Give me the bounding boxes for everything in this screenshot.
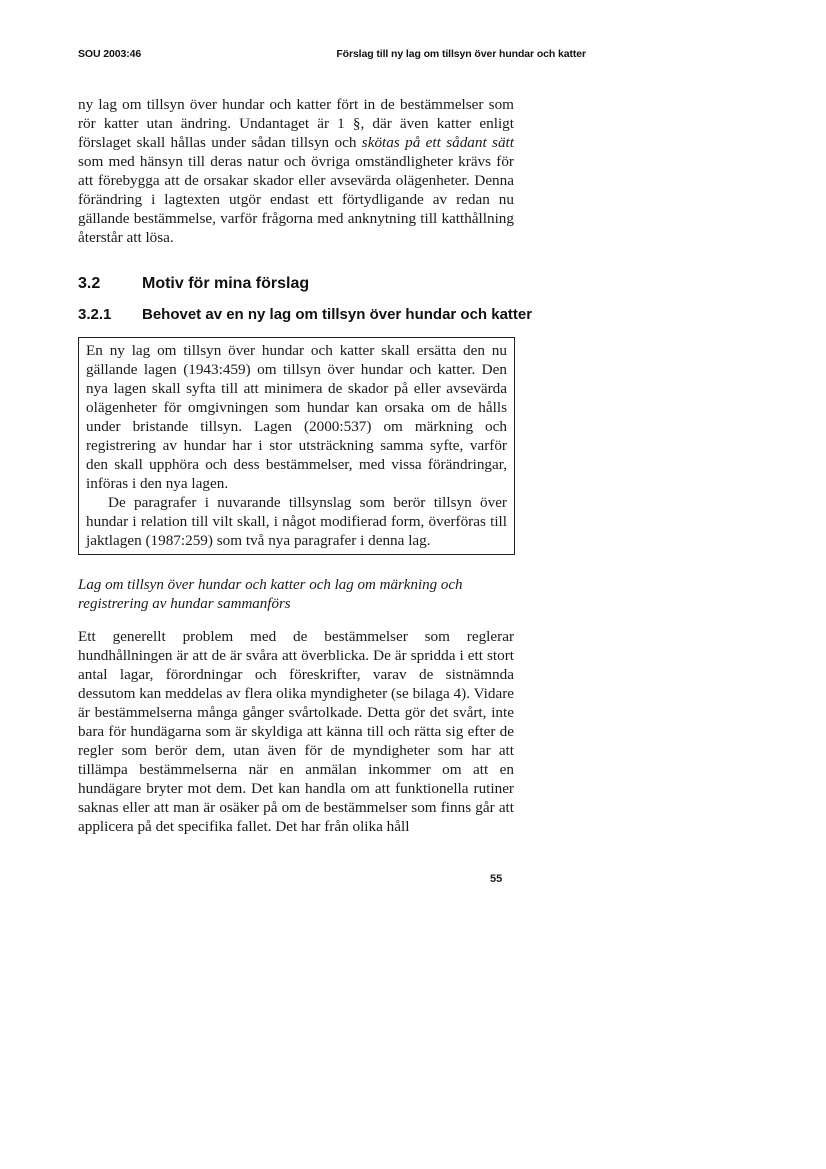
- page-number: 55: [490, 873, 503, 885]
- subsection-number: 3.2.1: [78, 306, 112, 323]
- final-paragraph: [78, 627, 514, 836]
- section-heading: [78, 275, 309, 293]
- subsection-title: Behovet av en ny lag om tillsyn över hundar och katter: [142, 306, 533, 323]
- section-title: Motiv för mina förslag: [142, 275, 310, 292]
- subsection-heading: [78, 306, 532, 323]
- intro-text-start: ny lag om tillsyn över hundar och katter fört in de bestämmelser som rör katter utan ändring. Undantaget är 1 §, där även katter enligt förslaget skall hållas under sådan tillsyn och: [78, 96, 514, 151]
- summary-box: [78, 337, 515, 555]
- intro-text-emphasis: skötas på ett sådant sätt: [361, 134, 514, 151]
- box-paragraph-2: De paragrafer i nuvarande tillsynslag som berör tillsyn över hundar i relation till vilt skall, i något modifierad form, överföras till jaktlagen (1987:259) som två nya paragrafer i denna lag.: [86, 494, 507, 549]
- intro-text-end: som med hänsyn till deras natur och övriga omständligheter krävs för att förebygga att de orsakar skador eller avsevärda olägenheter. Denna förändring i lagtexten utgör endast ett förtydligande av redan nu gällande bestämmelse, varför frågorna med anknytning till katthållning återstår att lösa.: [78, 153, 514, 246]
- running-header-left: SOU 2003:46: [78, 48, 142, 60]
- running-header-right: Förslag till ny lag om tillsyn över hundar och katter: [336, 48, 586, 60]
- italic-subheading: Lag om tillsyn över hundar och katter och lag om märkning och registrering av hundar sammanförs: [78, 577, 463, 612]
- intro-paragraph: [78, 95, 514, 247]
- box-paragraph-1: En ny lag om tillsyn över hundar och katter skall ersätta den nu gällande lagen (1943:459) om tillsyn över hundar och katter. Den nya lagen skall syfta till att minimera de skador på eller avsevärda olägenheter för omgivningen som hundar kan orsaka om de hålls under bristande tillsyn. Lagen (2000:537) om märkning och registrering av hundar har i stor utsträckning samma syfte, varför den skall upphöra och dess bestämmelser, med vissa förändringar, införas i den nya lagen.: [86, 342, 507, 492]
- final-paragraph-text: Ett generellt problem med de bestämmelser som reglerar hundhållningen är att de är svåra att överblicka. De är spridda i ett stort antal lagar, förordningar och föreskrifter, varav de sistnämnda dessutom kan meddelas av flera olika myndigheter (se bilaga 4). Vidare är bestämmelserna många gånger svårtolkade. Detta gör det svårt, inte bara för hundägarna som är skyldiga att känna till och rätta sig efter de regler som berör dem, utan även för de myndigheter som har att tillämpa bestämmelserna när en anmälan inkommer om att en hundägare bryter mot dem. Det kan handla om att funktionella rutiner saknas eller att man är osäker på om de bestämmelser som finns går att applicera på det specifika fallet. Det har från olika håll: [78, 628, 514, 835]
- section-number: 3.2: [78, 275, 101, 292]
